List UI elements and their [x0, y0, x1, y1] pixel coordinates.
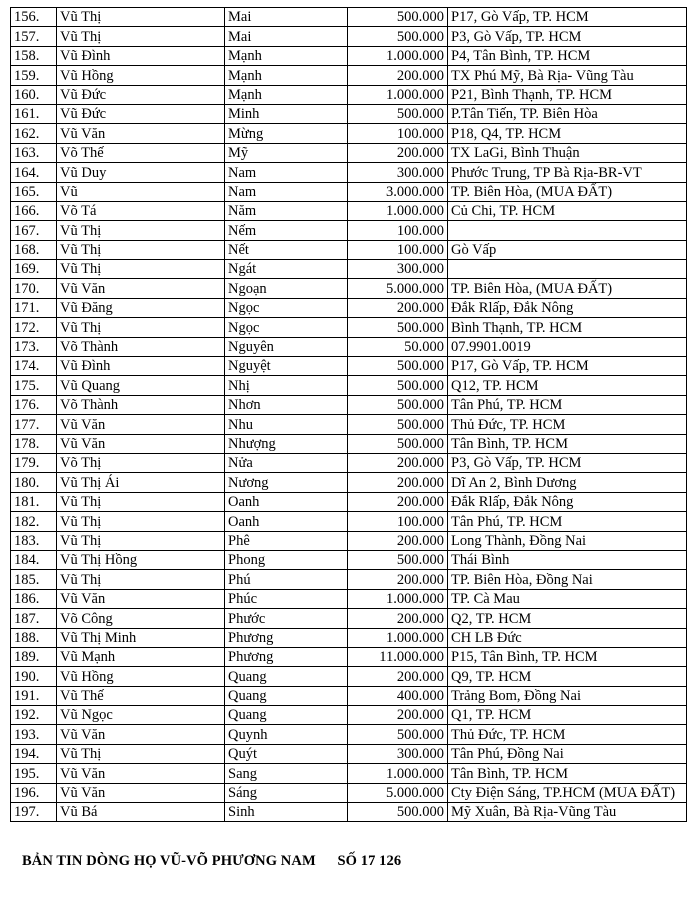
amount-cell: 200.000: [348, 143, 448, 162]
amount-cell: 100.000: [348, 124, 448, 143]
row-number-cell: 188.: [11, 628, 57, 647]
amount-cell: 300.000: [348, 163, 448, 182]
amount-cell: 400.000: [348, 686, 448, 705]
address-cell: Phước Trung, TP Bà Rịa-BR-VT: [448, 163, 687, 182]
family-name-cell: Võ Công: [57, 609, 225, 628]
family-name-cell: Vũ Thị: [57, 531, 225, 550]
given-name-cell: Nếm: [225, 221, 348, 240]
row-number-cell: 175.: [11, 376, 57, 395]
footer-title: BẢN TIN DÒNG HỌ VŨ-VÕ PHƯƠNG NAM: [22, 853, 316, 869]
donor-table: [10, 7, 687, 822]
table-row: [11, 570, 687, 589]
given-name-cell: Mạnh: [225, 85, 348, 104]
family-name-cell: Vũ Thị Hồng: [57, 550, 225, 569]
row-number-cell: 185.: [11, 570, 57, 589]
row-number-cell: 176.: [11, 395, 57, 414]
table-row: [11, 201, 687, 220]
family-name-cell: Vũ Văn: [57, 725, 225, 744]
address-cell: Củ Chi, TP. HCM: [448, 201, 687, 220]
table-row: [11, 609, 687, 628]
amount-cell: 3.000.000: [348, 182, 448, 201]
family-name-cell: Vũ Duy: [57, 163, 225, 182]
family-name-cell: Vũ Hồng: [57, 66, 225, 85]
given-name-cell: Mỹ: [225, 143, 348, 162]
table-row: [11, 279, 687, 298]
table-row: [11, 318, 687, 337]
address-cell: Q9, TP. HCM: [448, 667, 687, 686]
address-cell: TP. Cà Mau: [448, 589, 687, 608]
given-name-cell: Nguyên: [225, 337, 348, 356]
family-name-cell: Vũ Đăng: [57, 298, 225, 317]
address-cell: P3, Gò Vấp, TP. HCM: [448, 453, 687, 472]
amount-cell: 1.000.000: [348, 85, 448, 104]
given-name-cell: Phước: [225, 609, 348, 628]
address-cell: 07.9901.0019: [448, 337, 687, 356]
amount-cell: 1.000.000: [348, 628, 448, 647]
amount-cell: 1.000.000: [348, 764, 448, 783]
given-name-cell: Phê: [225, 531, 348, 550]
amount-cell: 500.000: [348, 8, 448, 27]
family-name-cell: Vũ Thị: [57, 744, 225, 763]
given-name-cell: Oanh: [225, 512, 348, 531]
row-number-cell: 166.: [11, 201, 57, 220]
address-cell: Thủ Đức, TP. HCM: [448, 725, 687, 744]
given-name-cell: Minh: [225, 104, 348, 123]
address-cell: P4, Tân Bình, TP. HCM: [448, 46, 687, 65]
family-name-cell: Vũ Đình: [57, 46, 225, 65]
family-name-cell: Vũ Thị: [57, 512, 225, 531]
amount-cell: 5.000.000: [348, 279, 448, 298]
table-row: [11, 453, 687, 472]
row-number-cell: 160.: [11, 85, 57, 104]
amount-cell: 500.000: [348, 357, 448, 376]
family-name-cell: Vũ Thị: [57, 8, 225, 27]
row-number-cell: 163.: [11, 143, 57, 162]
row-number-cell: 193.: [11, 725, 57, 744]
address-cell: Tân Phú, TP. HCM: [448, 395, 687, 414]
given-name-cell: Mạnh: [225, 66, 348, 85]
family-name-cell: Vũ Bá: [57, 803, 225, 822]
given-name-cell: Sang: [225, 764, 348, 783]
given-name-cell: Oanh: [225, 492, 348, 511]
amount-cell: 500.000: [348, 415, 448, 434]
family-name-cell: Vũ Văn: [57, 783, 225, 802]
row-number-cell: 170.: [11, 279, 57, 298]
row-number-cell: 169.: [11, 260, 57, 279]
given-name-cell: Sáng: [225, 783, 348, 802]
amount-cell: 500.000: [348, 725, 448, 744]
amount-cell: 100.000: [348, 240, 448, 259]
address-cell: Tân Bình, TP. HCM: [448, 764, 687, 783]
given-name-cell: Nhu: [225, 415, 348, 434]
family-name-cell: Võ Thành: [57, 337, 225, 356]
family-name-cell: Vũ Thị: [57, 240, 225, 259]
given-name-cell: Nhị: [225, 376, 348, 395]
address-cell: Bình Thạnh, TP. HCM: [448, 318, 687, 337]
family-name-cell: Vũ Văn: [57, 434, 225, 453]
amount-cell: 100.000: [348, 512, 448, 531]
amount-cell: 200.000: [348, 298, 448, 317]
amount-cell: 200.000: [348, 531, 448, 550]
row-number-cell: 159.: [11, 66, 57, 85]
table-row: [11, 337, 687, 356]
amount-cell: 500.000: [348, 395, 448, 414]
amount-cell: 1.000.000: [348, 46, 448, 65]
address-cell: TP. Biên Hòa, (MUA ĐẤT): [448, 279, 687, 298]
table-row: [11, 298, 687, 317]
row-number-cell: 178.: [11, 434, 57, 453]
given-name-cell: Quýt: [225, 744, 348, 763]
amount-cell: 1.000.000: [348, 589, 448, 608]
table-row: [11, 434, 687, 453]
family-name-cell: Vũ Thị Ái: [57, 473, 225, 492]
table-row: [11, 143, 687, 162]
table-row: [11, 163, 687, 182]
address-cell: P17, Gò Vấp, TP. HCM: [448, 357, 687, 376]
address-cell: Q2, TP. HCM: [448, 609, 687, 628]
table-row: [11, 260, 687, 279]
amount-cell: 200.000: [348, 492, 448, 511]
table-row: [11, 512, 687, 531]
given-name-cell: Mạnh: [225, 46, 348, 65]
page-footer: [22, 853, 401, 870]
family-name-cell: Vũ Thị: [57, 260, 225, 279]
table-row: [11, 473, 687, 492]
given-name-cell: Mai: [225, 8, 348, 27]
address-cell: Q12, TP. HCM: [448, 376, 687, 395]
address-cell: Trảng Bom, Đồng Nai: [448, 686, 687, 705]
amount-cell: 300.000: [348, 744, 448, 763]
given-name-cell: Ngoạn: [225, 279, 348, 298]
family-name-cell: Vũ Đức: [57, 104, 225, 123]
amount-cell: 300.000: [348, 260, 448, 279]
table-row: [11, 783, 687, 802]
amount-cell: 200.000: [348, 609, 448, 628]
address-cell: P18, Q4, TP. HCM: [448, 124, 687, 143]
address-cell: [448, 221, 687, 240]
address-cell: Tân Bình, TP. HCM: [448, 434, 687, 453]
family-name-cell: Vũ Hồng: [57, 667, 225, 686]
amount-cell: 200.000: [348, 667, 448, 686]
address-cell: P17, Gò Vấp, TP. HCM: [448, 8, 687, 27]
address-cell: Đắk Rlấp, Đắk Nông: [448, 298, 687, 317]
table-row: [11, 104, 687, 123]
address-cell: Long Thành, Đồng Nai: [448, 531, 687, 550]
family-name-cell: Vũ Thị: [57, 318, 225, 337]
given-name-cell: Nương: [225, 473, 348, 492]
row-number-cell: 165.: [11, 182, 57, 201]
table-row: [11, 764, 687, 783]
given-name-cell: Quynh: [225, 725, 348, 744]
given-name-cell: Nết: [225, 240, 348, 259]
family-name-cell: Vũ Văn: [57, 764, 225, 783]
table-row: [11, 46, 687, 65]
given-name-cell: Phú: [225, 570, 348, 589]
amount-cell: 1.000.000: [348, 201, 448, 220]
table-row: [11, 550, 687, 569]
family-name-cell: Vũ Văn: [57, 589, 225, 608]
address-cell: P15, Tân Bình, TP. HCM: [448, 647, 687, 666]
row-number-cell: 179.: [11, 453, 57, 472]
amount-cell: 500.000: [348, 550, 448, 569]
row-number-cell: 197.: [11, 803, 57, 822]
given-name-cell: Quang: [225, 686, 348, 705]
given-name-cell: Nhượng: [225, 434, 348, 453]
row-number-cell: 168.: [11, 240, 57, 259]
row-number-cell: 183.: [11, 531, 57, 550]
donor-table-body: [11, 8, 687, 822]
amount-cell: 500.000: [348, 803, 448, 822]
given-name-cell: Quang: [225, 706, 348, 725]
address-cell: P3, Gò Vấp, TP. HCM: [448, 27, 687, 46]
given-name-cell: Nhơn: [225, 395, 348, 414]
address-cell: P21, Bình Thạnh, TP. HCM: [448, 85, 687, 104]
family-name-cell: Vũ Ngọc: [57, 706, 225, 725]
row-number-cell: 182.: [11, 512, 57, 531]
family-name-cell: Vũ Thị Minh: [57, 628, 225, 647]
family-name-cell: Vũ Quang: [57, 376, 225, 395]
address-cell: Dĩ An 2, Bình Dương: [448, 473, 687, 492]
address-cell: Cty Điện Sáng, TP.HCM (MUA ĐẤT): [448, 783, 687, 802]
row-number-cell: 158.: [11, 46, 57, 65]
table-row: [11, 376, 687, 395]
row-number-cell: 194.: [11, 744, 57, 763]
given-name-cell: Nam: [225, 182, 348, 201]
table-row: [11, 221, 687, 240]
given-name-cell: Nguyệt: [225, 357, 348, 376]
given-name-cell: Phong: [225, 550, 348, 569]
family-name-cell: Vũ Đình: [57, 357, 225, 376]
amount-cell: 500.000: [348, 104, 448, 123]
family-name-cell: Vũ Văn: [57, 415, 225, 434]
row-number-cell: 164.: [11, 163, 57, 182]
given-name-cell: Mừng: [225, 124, 348, 143]
table-row: [11, 725, 687, 744]
row-number-cell: 184.: [11, 550, 57, 569]
table-row: [11, 240, 687, 259]
table-row: [11, 66, 687, 85]
amount-cell: 5.000.000: [348, 783, 448, 802]
address-cell: TP. Biên Hòa, (MUA ĐẤT): [448, 182, 687, 201]
family-name-cell: Vũ Đức: [57, 85, 225, 104]
given-name-cell: Nam: [225, 163, 348, 182]
amount-cell: 200.000: [348, 473, 448, 492]
family-name-cell: Vũ Thị: [57, 492, 225, 511]
given-name-cell: Nửa: [225, 453, 348, 472]
row-number-cell: 177.: [11, 415, 57, 434]
given-name-cell: Quang: [225, 667, 348, 686]
table-row: [11, 415, 687, 434]
amount-cell: 500.000: [348, 318, 448, 337]
amount-cell: 200.000: [348, 66, 448, 85]
table-row: [11, 744, 687, 763]
table-row: [11, 706, 687, 725]
family-name-cell: Vũ Mạnh: [57, 647, 225, 666]
table-row: [11, 531, 687, 550]
row-number-cell: 167.: [11, 221, 57, 240]
address-cell: TP. Biên Hòa, Đồng Nai: [448, 570, 687, 589]
address-cell: P.Tân Tiến, TP. Biên Hòa: [448, 104, 687, 123]
family-name-cell: Vũ Thị: [57, 570, 225, 589]
table-row: [11, 27, 687, 46]
given-name-cell: Phương: [225, 647, 348, 666]
family-name-cell: Vũ Thị: [57, 221, 225, 240]
row-number-cell: 195.: [11, 764, 57, 783]
table-row: [11, 667, 687, 686]
row-number-cell: 181.: [11, 492, 57, 511]
family-name-cell: Vũ: [57, 182, 225, 201]
row-number-cell: 162.: [11, 124, 57, 143]
table-row: [11, 803, 687, 822]
amount-cell: 100.000: [348, 221, 448, 240]
amount-cell: 11.000.000: [348, 647, 448, 666]
address-cell: TX LaGi, Bình Thuận: [448, 143, 687, 162]
amount-cell: 200.000: [348, 570, 448, 589]
row-number-cell: 190.: [11, 667, 57, 686]
row-number-cell: 187.: [11, 609, 57, 628]
row-number-cell: 180.: [11, 473, 57, 492]
footer-issue: SỐ 17 126: [337, 853, 402, 869]
row-number-cell: 192.: [11, 706, 57, 725]
family-name-cell: Võ Thế: [57, 143, 225, 162]
family-name-cell: Vũ Văn: [57, 279, 225, 298]
row-number-cell: 171.: [11, 298, 57, 317]
given-name-cell: Ngọc: [225, 318, 348, 337]
table-row: [11, 628, 687, 647]
table-row: [11, 8, 687, 27]
table-row: [11, 182, 687, 201]
row-number-cell: 196.: [11, 783, 57, 802]
address-cell: Tân Phú, TP. HCM: [448, 512, 687, 531]
family-name-cell: Võ Thành: [57, 395, 225, 414]
address-cell: CH LB Đức: [448, 628, 687, 647]
row-number-cell: 189.: [11, 647, 57, 666]
address-cell: Thái Bình: [448, 550, 687, 569]
amount-cell: 500.000: [348, 434, 448, 453]
address-cell: [448, 260, 687, 279]
table-row: [11, 85, 687, 104]
amount-cell: 500.000: [348, 27, 448, 46]
address-cell: Đắk Rlấp, Đắk Nông: [448, 492, 687, 511]
row-number-cell: 157.: [11, 27, 57, 46]
address-cell: Mỹ Xuân, Bà Rịa-Vũng Tàu: [448, 803, 687, 822]
row-number-cell: 191.: [11, 686, 57, 705]
row-number-cell: 186.: [11, 589, 57, 608]
amount-cell: 50.000: [348, 337, 448, 356]
family-name-cell: Võ Thị: [57, 453, 225, 472]
table-row: [11, 492, 687, 511]
given-name-cell: Năm: [225, 201, 348, 220]
family-name-cell: Võ Tá: [57, 201, 225, 220]
table-row: [11, 395, 687, 414]
address-cell: Thủ Đức, TP. HCM: [448, 415, 687, 434]
given-name-cell: Phúc: [225, 589, 348, 608]
given-name-cell: Ngọc: [225, 298, 348, 317]
table-row: [11, 357, 687, 376]
table-row: [11, 124, 687, 143]
address-cell: Q1, TP. HCM: [448, 706, 687, 725]
row-number-cell: 161.: [11, 104, 57, 123]
given-name-cell: Phương: [225, 628, 348, 647]
given-name-cell: Sinh: [225, 803, 348, 822]
given-name-cell: Mai: [225, 27, 348, 46]
amount-cell: 200.000: [348, 453, 448, 472]
table-row: [11, 647, 687, 666]
amount-cell: 500.000: [348, 376, 448, 395]
row-number-cell: 156.: [11, 8, 57, 27]
address-cell: Tân Phú, Đồng Nai: [448, 744, 687, 763]
family-name-cell: Vũ Thị: [57, 27, 225, 46]
address-cell: Gò Vấp: [448, 240, 687, 259]
amount-cell: 200.000: [348, 706, 448, 725]
row-number-cell: 174.: [11, 357, 57, 376]
given-name-cell: Ngát: [225, 260, 348, 279]
row-number-cell: 173.: [11, 337, 57, 356]
table-row: [11, 686, 687, 705]
address-cell: TX Phú Mỹ, Bà Rịa- Vũng Tàu: [448, 66, 687, 85]
family-name-cell: Vũ Văn: [57, 124, 225, 143]
table-row: [11, 589, 687, 608]
family-name-cell: Vũ Thế: [57, 686, 225, 705]
row-number-cell: 172.: [11, 318, 57, 337]
